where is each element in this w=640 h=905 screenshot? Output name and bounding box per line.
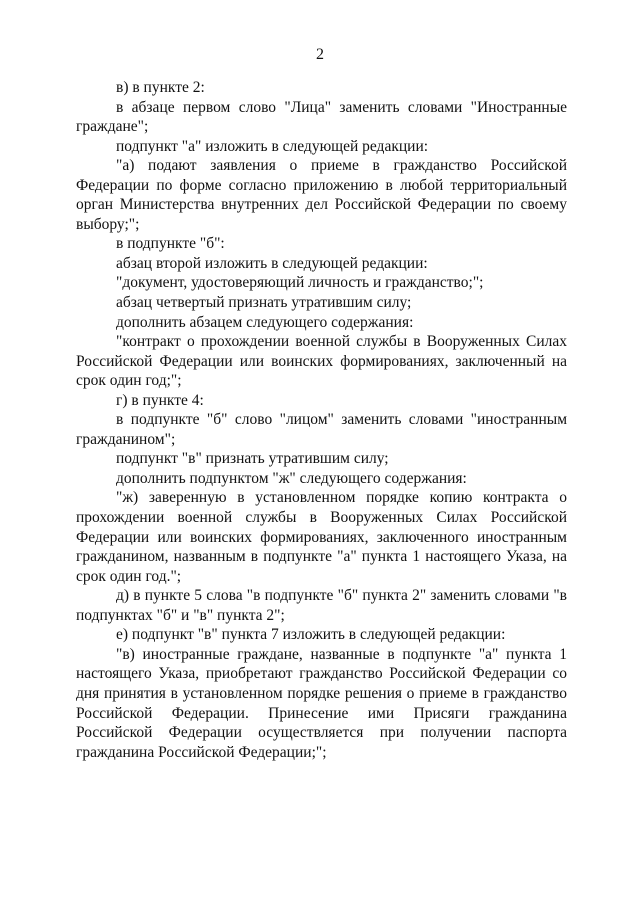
document-body — [76, 78, 567, 762]
paragraph-subpoint-v-text: "в) иностранные граждане, названные в подпункте "а" пункта 1 настоящего Указа, приобретают гражданство Российской Федерации со дня принятия в установленном порядке решения о приеме в гражданство Российской Федерации. Принесение ими Присяги гражданина Российской Федерации осуществляется при получении паспорта гражданина Российской Федерации;"; — [76, 645, 567, 761]
paragraph-add-subpoint-zh: дополнить подпунктом "ж" следующего содержания: — [116, 469, 467, 487]
paragraph-subpoint-a-heading: подпункт "а" изложить в следующей редакции: — [116, 137, 429, 155]
paragraph-d-point-5: д) в пункте 5 слова "в подпункте "б" пункта 2" заменить словами "в подпунктах "б" и "в" пункта 2"; — [76, 587, 567, 624]
paragraph-fourth-abzac: абзац четвертый признать утратившим силу; — [116, 294, 412, 312]
paragraph-replace-litsa: в абзаце первом слово "Лица" заменить словами "Иностранные граждане"; — [76, 98, 567, 136]
paragraph-e-point-7: е) подпункт "в" пункта 7 изложить в следующей редакции: — [116, 626, 506, 644]
paragraph-subpoint-zh-text: "ж) заверенную в установленном порядке копию контракта о прохождении военной службы в Вооруженных Силах Российской Федерации или воинских формированиях, заключенного иностранным гражданином, названным в подпункте "а" пункта 1 настоящего Указа, на срок один год."; — [76, 489, 567, 585]
paragraph-contract-text: "контракт о прохождении военной службы в Вооруженных Силах Российской Федерации или воинских формированиях, заключенный на срок один год;"; — [76, 333, 567, 390]
paragraph-subpoint-b-heading: в подпункте "б": — [116, 235, 225, 253]
paragraph-second-abzac: абзац второй изложить в следующей редакции: — [116, 254, 428, 272]
paragraph-add-abzac: дополнить абзацем следующего содержания: — [116, 313, 414, 331]
paragraph-v-point-2: в) в пункте 2: — [116, 79, 205, 96]
paragraph-replace-litsom: в подпункте "б" слово "лицом" заменить словами "иностранным гражданином"; — [76, 411, 567, 448]
paragraph-document-identity: "документ, удостоверяющий личность и гражданство;"; — [116, 274, 484, 292]
paragraph-g-point-4: г) в пункте 4: — [116, 391, 204, 409]
page-number: 2 — [316, 46, 324, 63]
paragraph-subpoint-v-void: подпункт "в" признать утратившим силу; — [116, 450, 389, 468]
paragraph-subpoint-a-text: "а) подают заявления о приеме в гражданство Российской Федерации по форме согласно приложению в любой территориальный орган Министерства внутренних дел Российской Федерации по своему выбору;"; — [76, 157, 567, 233]
